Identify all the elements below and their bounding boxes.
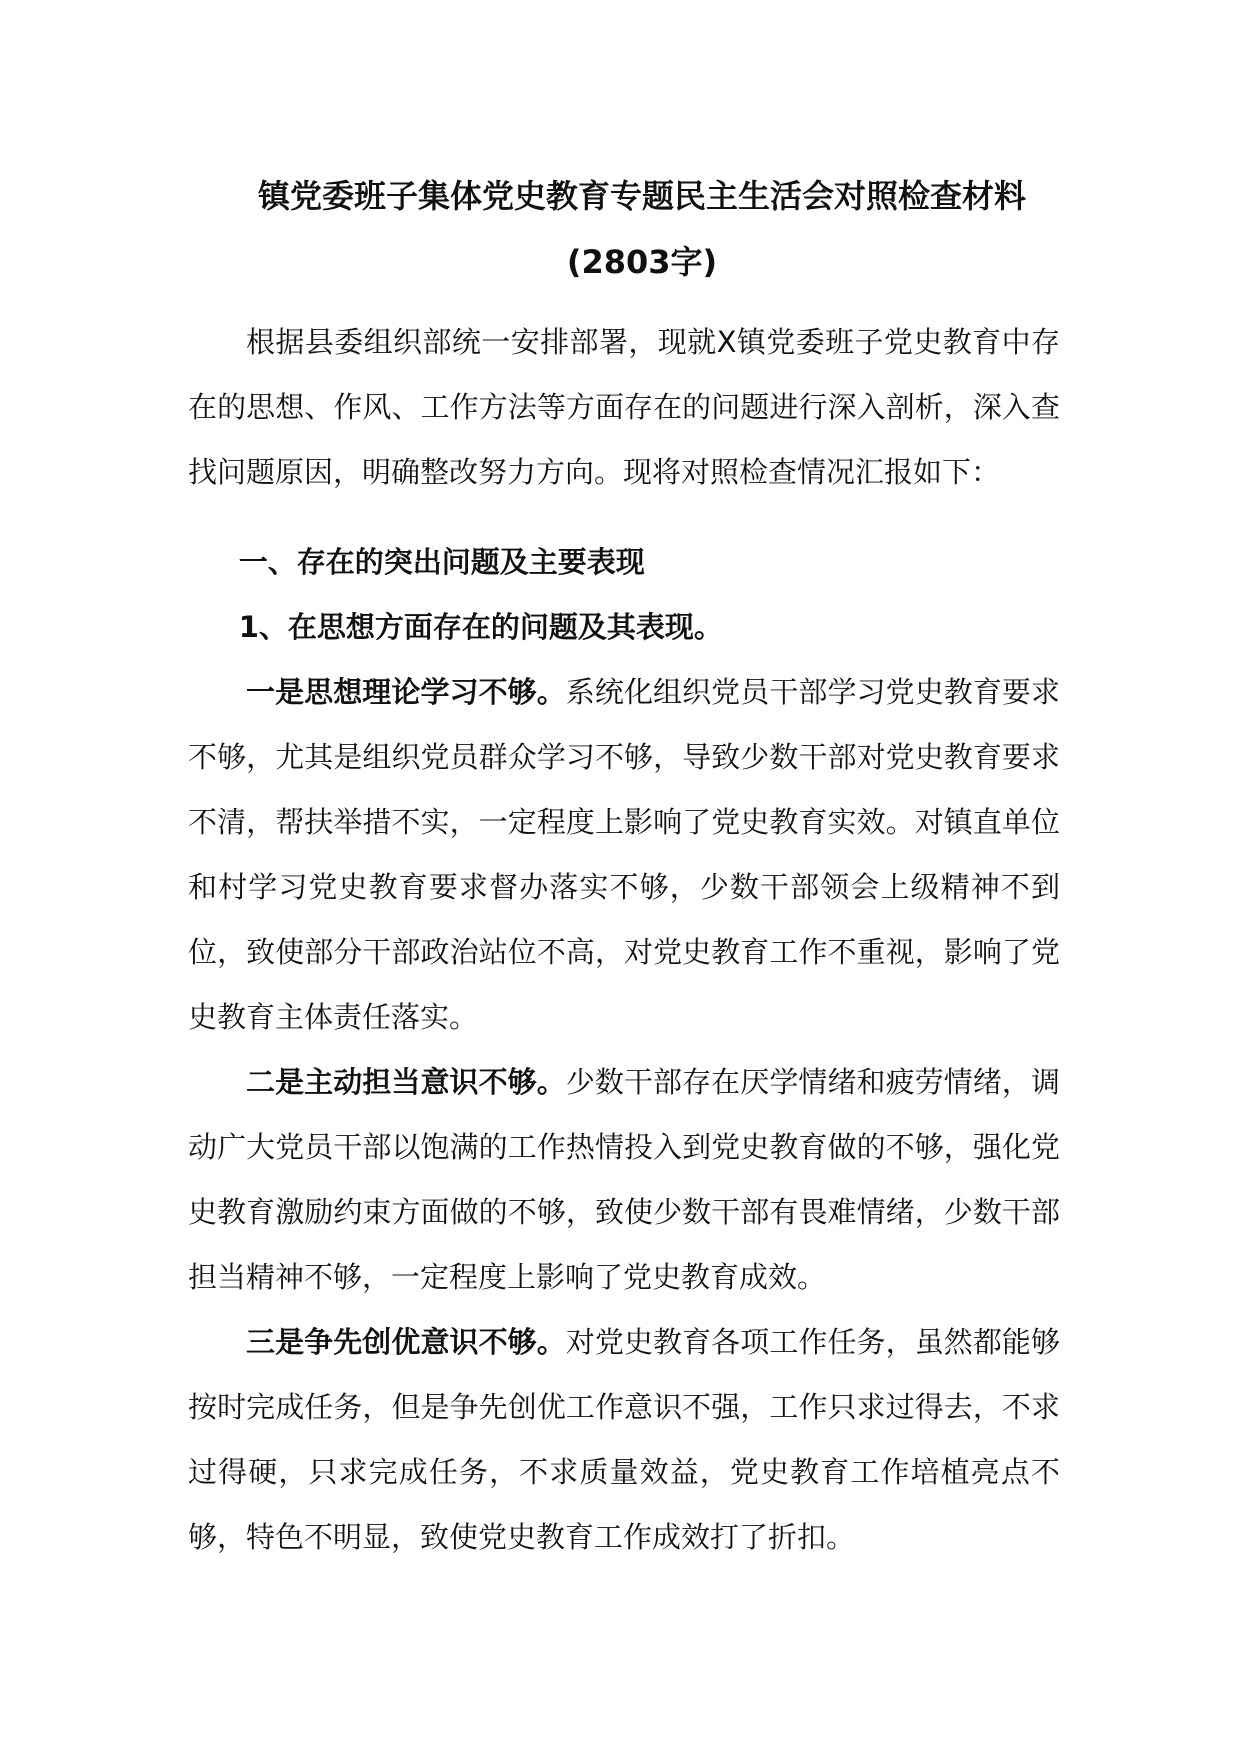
intro-block [188,310,1060,505]
point-3-text: 对党史教育各项工作任务，虽然都能够按时完成任务，但是争先创优工作意识不强，工作只求过得去，不求过得硬，只求完成任务，不求质量效益，党史教育工作培植亮点不够，特色不明显，致使党史教育工作成效打了折扣。 [188,1325,1060,1554]
point-3-lead: 三是争先创优意识不够。 [246,1325,566,1359]
point-3-paragraph [188,1310,1060,1570]
document-word-count: (2803字) [566,243,718,281]
point-1-paragraph [188,660,1060,1050]
document-title: 镇党委班子集体党史教育专题民主生活会对照检查材料 [257,177,1026,215]
subsection-1-heading: 1、在思想方面存在的问题及其表现。 [238,610,723,644]
section-1-heading: 一、存在的突出问题及主要表现 [238,545,645,579]
point-2-paragraph [188,1050,1060,1310]
point-2-text: 少数干部存在厌学情绪和疲劳情绪，调动广大党员干部以饱满的工作热情投入到党史教育做的不够，强化党史教育激励约束方面做的不够，致使少数干部有畏难情绪，少数干部担当精神不够，一定程度上影响了党史教育成效。 [188,1065,1060,1294]
point-1-lead: 一是思想理论学习不够。 [246,675,566,709]
point-2-lead: 二是主动担当意识不够。 [246,1065,566,1099]
intro-paragraph: 根据县委组织部统一安排部署，现就X镇党委班子党史教育中存在的思想、作风、工作方法等方面存在的问题进行深入剖析，深入查找问题原因，明确整改努力方向。现将对照检查情况汇报如下： [188,325,1060,489]
section-1 [188,530,1060,1570]
point-1-text: 系统化组织党员干部学习党史教育要求不够，尤其是组织党员群众学习不够，导致少数干部对党史教育要求不清，帮扶举措不实，一定程度上影响了党史教育实效。对镇直单位和村学习党史教育要求督办落实不够，少数干部领会上级精神不到位，致使部分干部政治站位不高，对党史教育工作不重视，影响了党史教育主体责任落实。 [188,675,1060,1034]
